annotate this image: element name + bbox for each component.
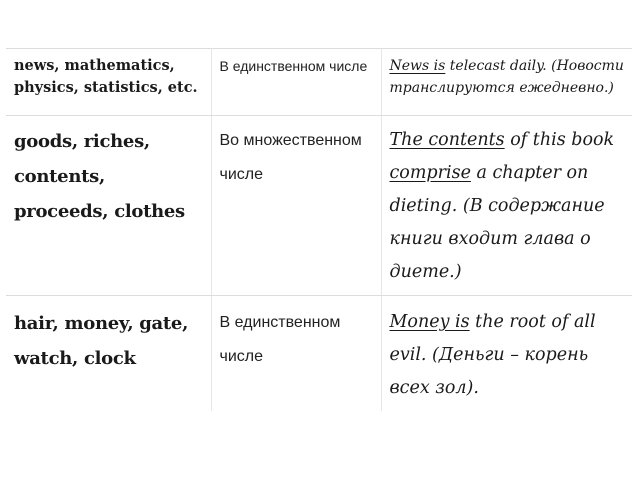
- underlined-subject-verb: Money is: [389, 312, 470, 332]
- example-sentence: [390, 306, 625, 405]
- noun-list: hair, money, gate, watch, clock: [14, 313, 189, 369]
- table-row: [6, 116, 632, 296]
- number-cell: [211, 296, 381, 412]
- number-cell: [211, 116, 381, 296]
- example-cell: [381, 49, 632, 116]
- example-text: of this book: [504, 130, 615, 150]
- noun-list: news, mathematics, physics, statistics, etc.: [14, 57, 198, 96]
- example-text: a chapter on dieting. (В содержание книги входит глава о диете.): [389, 163, 605, 282]
- noun-list: goods, riches, contents, proceeds, clothes: [14, 131, 185, 222]
- underlined-verb: comprise: [389, 163, 471, 183]
- example-cell: [381, 296, 632, 412]
- nouns-cell: [6, 116, 211, 296]
- example-sentence: [390, 55, 625, 99]
- grammatical-number: В единственном числе: [219, 314, 341, 365]
- number-cell: [211, 49, 381, 116]
- example-text: the root of all evil. (Деньги – корень всех зол).: [389, 312, 596, 398]
- nouns-cell: [6, 49, 211, 116]
- underlined-subject: The contents: [389, 130, 505, 150]
- example-sentence: [390, 124, 625, 289]
- table-row: [6, 296, 632, 412]
- nouns-cell: [6, 296, 211, 412]
- noun-number-table: [6, 48, 632, 411]
- grammatical-number: Во множественном числе: [219, 132, 362, 183]
- table-row: [6, 49, 632, 116]
- example-cell: [381, 116, 632, 296]
- underlined-subject-verb: News is: [389, 58, 446, 74]
- grammatical-number: В единственном числе: [219, 58, 368, 74]
- example-text: telecast daily. (Новости транслируются ежедневно.): [389, 58, 624, 96]
